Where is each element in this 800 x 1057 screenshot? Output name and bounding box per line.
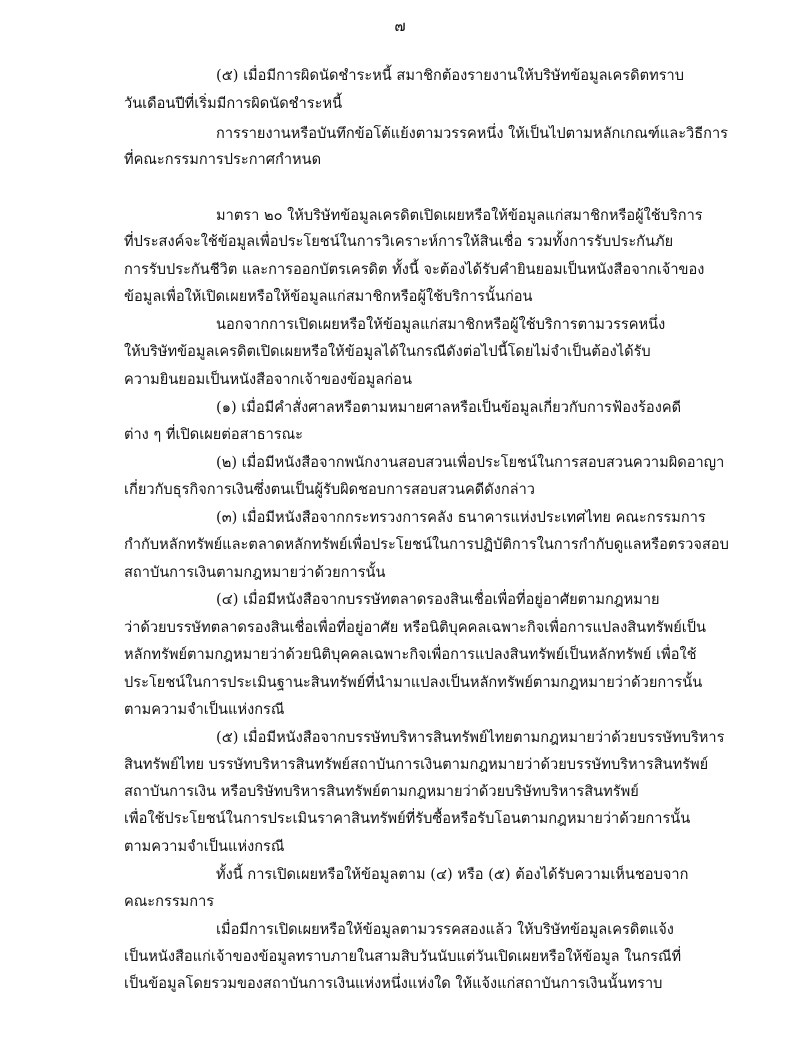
text-line: มาตรา ๒๐ ให้บริษัทข้อมูลเครดิตเปิดเผยหรือให้ข้อมูลแก่สมาชิกหรือผู้ใช้บริการ bbox=[216, 207, 703, 224]
text-line: ให้บริษัทข้อมูลเครดิตเปิดเผยหรือให้ข้อมูลได้ในกรณีดังต่อไปนี้โดยไม่จำเป็นต้องได้รับ bbox=[124, 343, 651, 360]
text-line: ความยินยอมเป็นหนังสือจากเจ้าของข้อมูลก่อน bbox=[124, 371, 412, 388]
text-line: เกี่ยวกับธุรกิจการเงินซึ่งตนเป็นผู้รับผิดชอบการสอบสวนคดีดังกล่าว bbox=[124, 481, 535, 498]
text-line: (๒) เมื่อมีหนังสือจากพนักงานสอบสวนเพื่อประโยชน์ในการสอบสวนความผิดอาญา bbox=[216, 454, 725, 471]
text-line: ที่คณะกรรมการประกาศกำหนด bbox=[124, 151, 322, 168]
text-line: วันเดือนปีที่เริ่มมีการผิดนัดชำระหนี้ bbox=[124, 95, 343, 112]
text-line: ทั้งนี้ การเปิดเผยหรือให้ข้อมูลตาม (๔) หรือ (๕) ต้องได้รับความเห็นชอบจาก bbox=[216, 866, 689, 883]
text-line: (๑) เมื่อมีคำสั่งศาลหรือตามหมายศาลหรือเป็นข้อมูลเกี่ยวกับการฟ้องร้องคดี bbox=[216, 399, 682, 416]
text-line: ว่าด้วยบรรษัทตลาดรองสินเชื่อเพื่อที่อยู่อาศัย หรือนิติบุคคลเฉพาะกิจเพื่อการแปลงสินทรัพย์เป็น bbox=[124, 619, 706, 636]
text-line: เพื่อใช้ประโยชน์ในการประเมินราคาสินทรัพย์ที่รับซื้อหรือรับโอนตามกฎหมายว่าด้วยการนั้น bbox=[124, 810, 691, 827]
text-line: (๕) เมื่อมีหนังสือจากบรรษัทบริหารสินทรัพย์ไทยตามกฎหมายว่าด้วยบรรษัทบริหาร bbox=[216, 729, 725, 746]
text-line: ต่าง ๆ ที่เปิดเผยต่อสาธารณะ bbox=[124, 426, 304, 443]
text-line: เป็นข้อมูลโดยรวมของสถาบันการเงินแห่งหนึ่งแห่งใด ให้แจ้งแก่สถาบันการเงินนั้นทราบ bbox=[124, 975, 663, 992]
text-line: กำกับหลักทรัพย์และตลาดหลักทรัพย์เพื่อประโยชน์ในการปฏิบัติการในการกำกับดูแลหรือตรวจสอบ bbox=[124, 536, 729, 553]
text-line: นอกจากการเปิดเผยหรือให้ข้อมูลแก่สมาชิกหรือผู้ใช้บริการตามวรรคหนึ่ง bbox=[216, 316, 666, 333]
text-line: คณะกรรมการ bbox=[124, 893, 215, 910]
text-line: (๔) เมื่อมีหนังสือจากบรรษัทตลาดรองสินเชื่อเพื่อที่อยู่อาศัยตามกฎหมาย bbox=[216, 591, 660, 608]
text-line: เมื่อมีการเปิดเผยหรือให้ข้อมูลตามวรรคสองแล้ว ให้บริษัทข้อมูลเครดิตแจ้ง bbox=[216, 921, 674, 938]
text-line: ตามความจำเป็นแห่งกรณี bbox=[124, 838, 285, 855]
text-line: สถาบันการเงิน หรือบริษัทบริหารสินทรัพย์ตามกฎหมายว่าด้วยบริษัทบริหารสินทรัพย์ bbox=[124, 783, 639, 800]
text-line: (๕) เมื่อมีการผิดนัดชำระหนี้ สมาชิกต้องรายงานให้บริษัทข้อมูลเครดิตทราบ bbox=[216, 67, 684, 84]
text-line: เป็นหนังสือแก่เจ้าของข้อมูลทราบภายในสามสิบวันนับแต่วันเปิดเผยหรือให้ข้อมูล ในกรณีที่ bbox=[124, 948, 682, 965]
text-line: ข้อมูลเพื่อให้เปิดเผยหรือให้ข้อมูลแก่สมาชิกหรือผู้ใช้บริการนั้นก่อน bbox=[124, 288, 533, 305]
text-line: การรายงานหรือบันทึกข้อโต้แย้งตามวรรคหนึ่ง ให้เป็นไปตามหลักเกณฑ์และวิธีการ bbox=[216, 125, 728, 142]
text-line: ประโยชน์ในการประเมินฐานะสินทรัพย์ที่นำมาแปลงเป็นหลักทรัพย์ตามกฎหมายว่าด้วยการนั้น bbox=[124, 674, 703, 691]
text-line: ตามความจำเป็นแห่งกรณี bbox=[124, 701, 285, 718]
page-number: ๗ bbox=[394, 17, 406, 35]
text-line: สถาบันการเงินตามกฎหมายว่าด้วยการนั้น bbox=[124, 564, 386, 581]
text-line: การรับประกันชีวิต และการออกบัตรเครดิต ทั้งนี้ จะต้องได้รับคำยินยอมเป็นหนังสือจากเจ้าของ bbox=[124, 261, 705, 278]
text-line: (๓) เมื่อมีหนังสือจากกระทรวงการคลัง ธนาคารแห่งประเทศไทย คณะกรรมการ bbox=[216, 509, 706, 526]
text-line: ที่ประสงค์จะใช้ข้อมูลเพื่อประโยชน์ในการวิเคราะห์การให้สินเชื่อ รวมทั้งการรับประกันภัย bbox=[124, 233, 674, 250]
text-line: หลักทรัพย์ตามกฎหมายว่าด้วยนิติบุคคลเฉพาะกิจเพื่อการแปลงสินทรัพย์เป็นหลักทรัพย์ เพื่อใช้ bbox=[124, 646, 697, 663]
text-line: สินทรัพย์ไทย บรรษัทบริหารสินทรัพย์สถาบันการเงินตามกฎหมายว่าด้วยบรรษัทบริหารสินทรัพย์ bbox=[124, 756, 709, 773]
